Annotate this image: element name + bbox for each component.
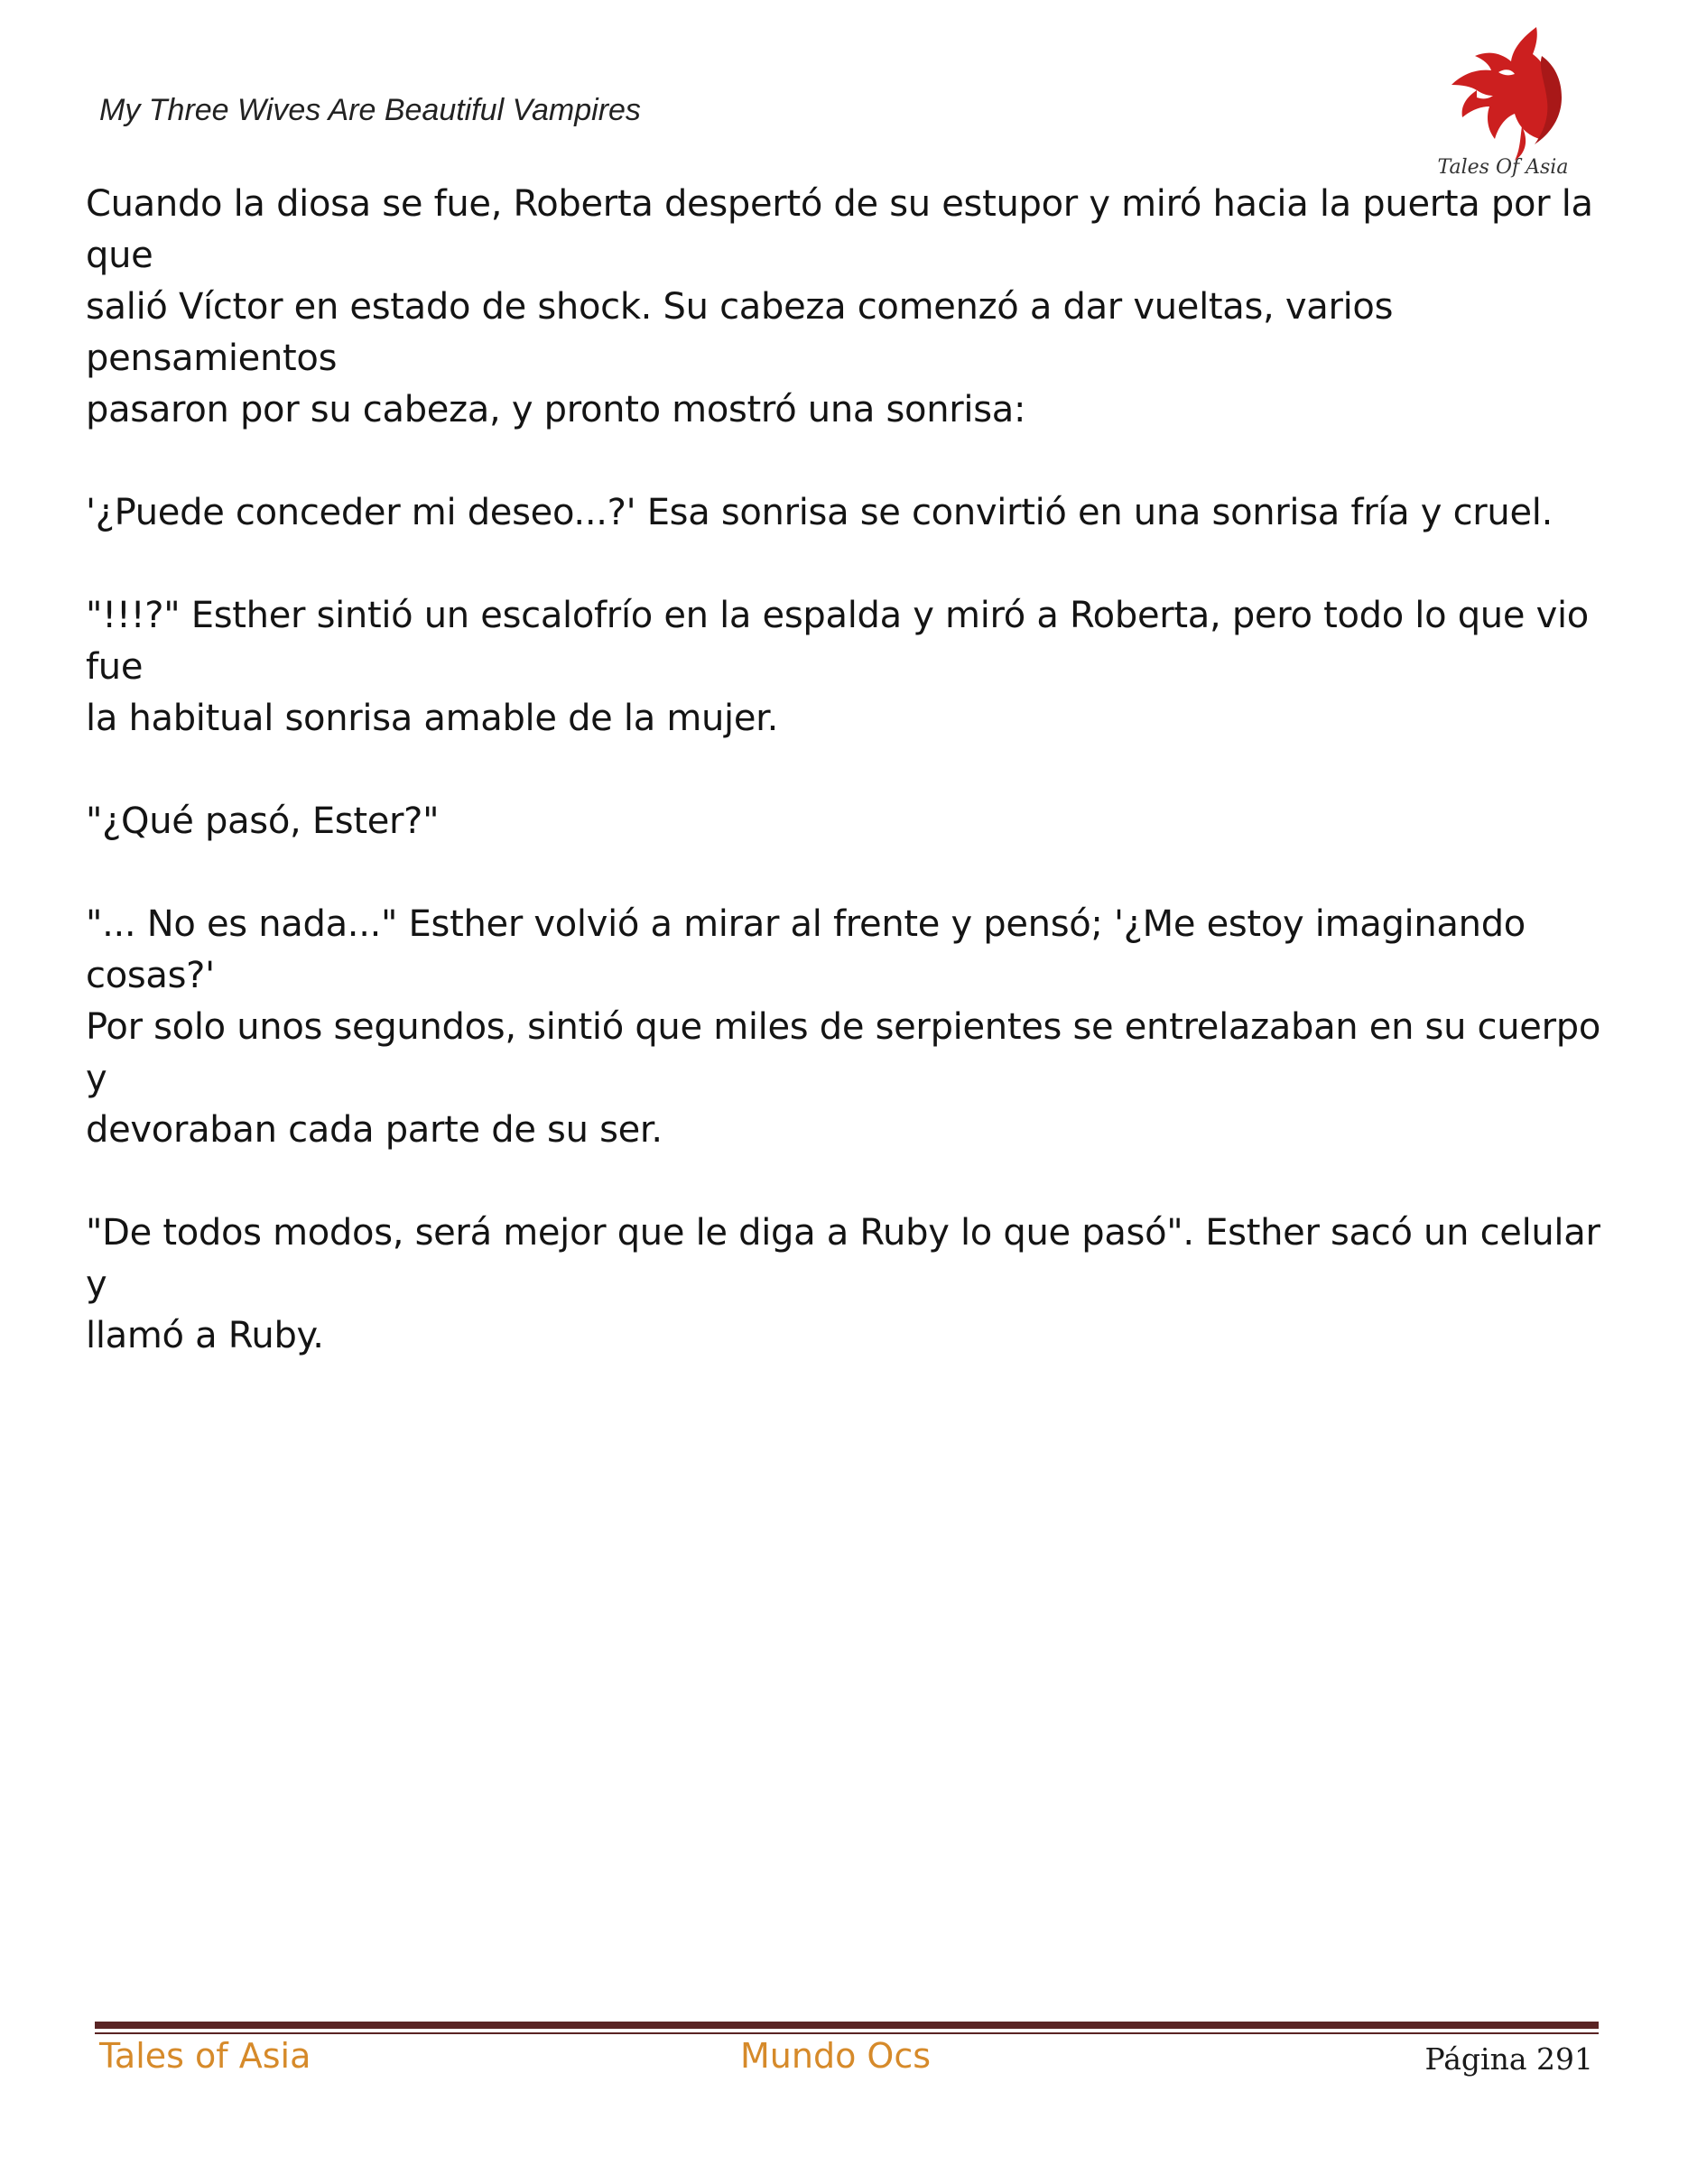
paragraph: "!!!?" Esther sintió un escalofrío en la espalda y miró a Roberta, pero todo lo que vio fue la habitual sonrisa amable de la mujer.	[86, 595, 1589, 739]
paragraph: "... No es nada..." Esther volvió a mirar al frente y pensó; '¿Me estoy imaginando cosas?' Por solo unos segundos, sintió que miles de serpientes se entrelazaban en su cuerpo y devoraban cada parte de su ser.	[86, 903, 1601, 1151]
logo-caption: Tales Of Asia	[1437, 156, 1569, 179]
page-number: Página 291	[1424, 2041, 1593, 2077]
dragon-logo-icon	[1435, 20, 1571, 180]
footer-publisher: Tales of Asia	[99, 2036, 311, 2076]
paragraph: Cuando la diosa se fue, Roberta despertó de su estupor y miró hacia la puerta por la que salió Víctor en estado de shock. Su cabeza comenzó a dar vueltas, varios pensamientos pasaron por su cabeza, y pronto mostró una sonrisa:	[86, 183, 1593, 430]
paragraph: '¿Puede conceder mi deseo...?' Esa sonrisa se convirtió en una sonrisa fría y cruel.	[86, 492, 1553, 533]
footer-divider-thin	[95, 2032, 1599, 2034]
book-title: My Three Wives Are Beautiful Vampires	[99, 93, 641, 127]
footer-section: Mundo Ocs	[740, 2036, 932, 2076]
paragraph: "¿Qué pasó, Ester?"	[86, 800, 440, 842]
footer-divider-thick	[95, 2022, 1599, 2029]
paragraph: "De todos modos, será mejor que le diga a Ruby lo que pasó". Esther sacó un celular y llamó a Ruby.	[86, 1212, 1600, 1356]
dragon-logo	[1435, 20, 1571, 180]
chapter-body	[86, 179, 1620, 1413]
